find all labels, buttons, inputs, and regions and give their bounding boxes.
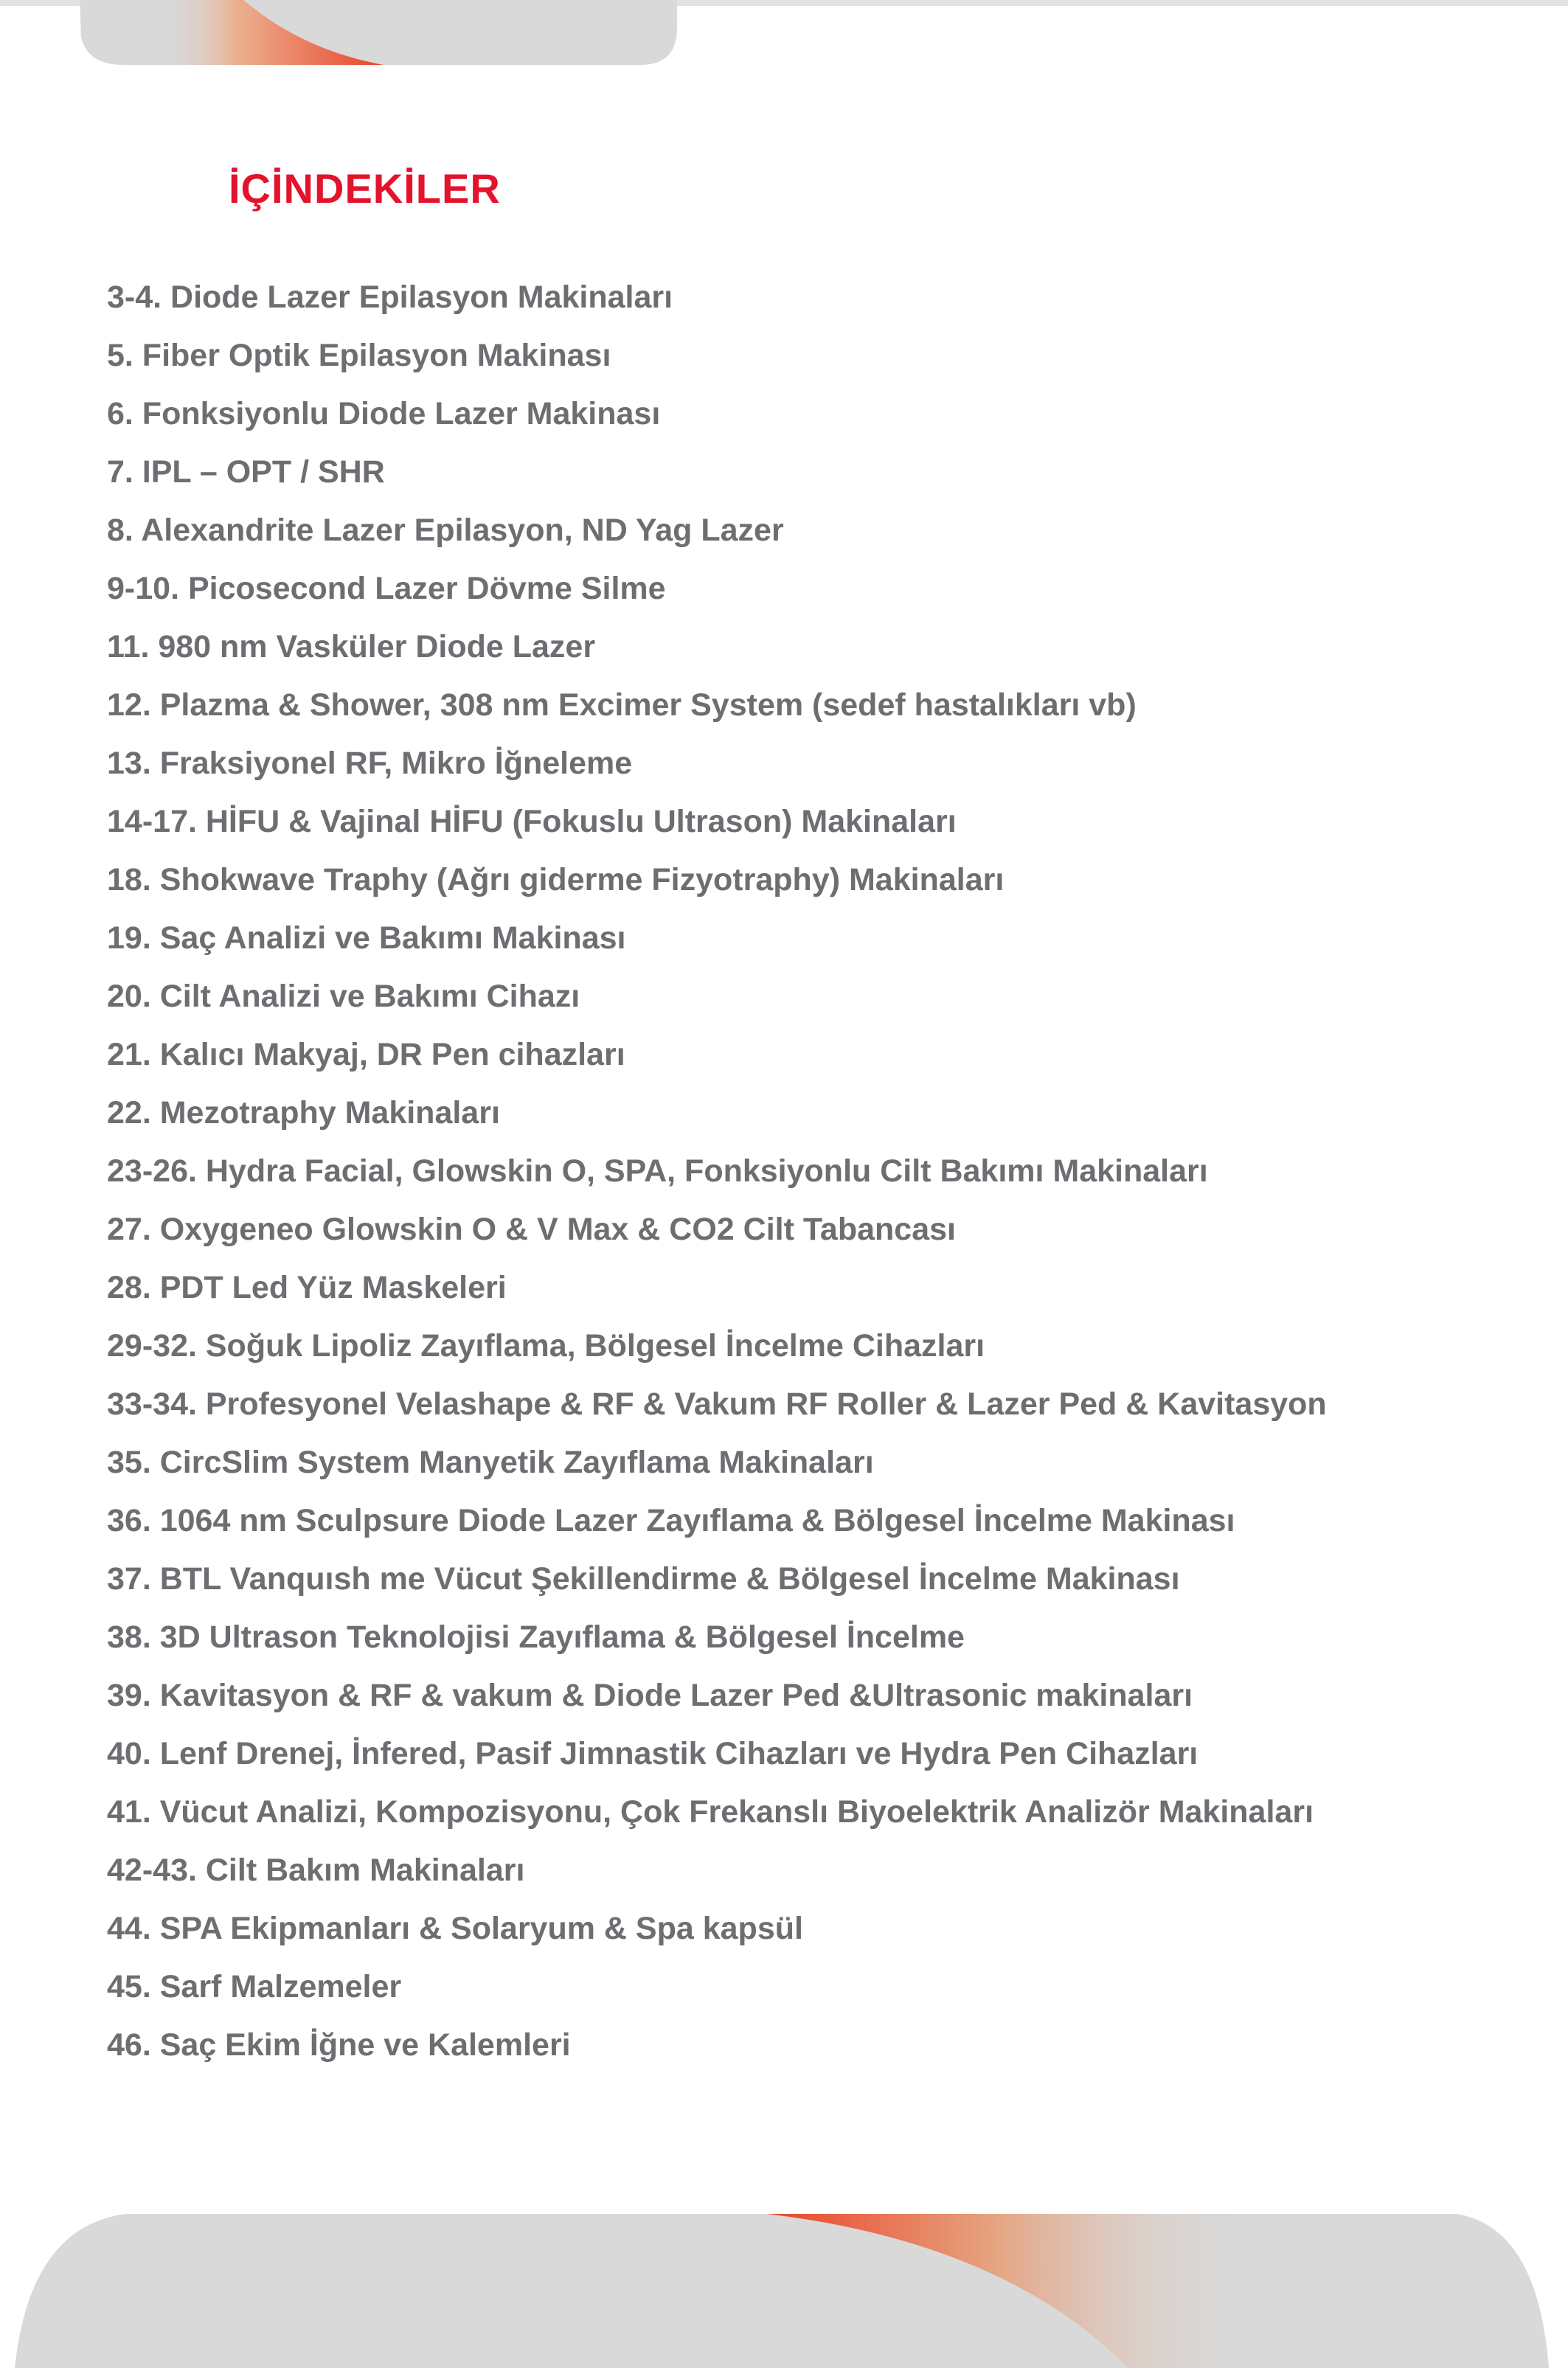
- toc-item: 46. Saç Ekim İğne ve Kalemleri: [107, 2027, 571, 2063]
- toc-item: 45. Sarf Malzemeler: [107, 1969, 402, 2004]
- toc-item: 23-26. Hydra Facial, Glowskin O, SPA, Fonksiyonlu Cilt Bakımı Makinaları: [107, 1153, 1208, 1189]
- toc-item: 9-10. Picosecond Lazer Dövme Silme: [107, 571, 666, 606]
- toc-item: 7. IPL – OPT / SHR: [107, 454, 385, 490]
- toc-item: 42-43. Cilt Bakım Makinaları: [107, 1853, 525, 1888]
- toc-item: 14-17. HİFU & Vajinal HİFU (Fokuslu Ultrason) Makinaları: [107, 804, 957, 839]
- top-decorative-tab: [0, 0, 1568, 74]
- toc-item: 11. 980 nm Vasküler Diode Lazer: [107, 629, 596, 664]
- toc-item: 33-34. Profesyonel Velashape & RF & Vakum RF Roller & Lazer Ped & Kavitasyon: [107, 1386, 1327, 1422]
- toc-item: 44. SPA Ekipmanları & Solaryum & Spa kapsül: [107, 1911, 803, 1946]
- toc-item: 6. Fonksiyonlu Diode Lazer Makinası: [107, 396, 661, 431]
- toc-item: 27. Oxygeneo Glowskin O & V Max & CO2 Cilt Tabancası: [107, 1212, 956, 1247]
- toc-item: 29-32. Soğuk Lipoliz Zayıflama, Bölgesel İncelme Cihazları: [107, 1328, 985, 1364]
- bottom-decorative-panel: [0, 2205, 1568, 2368]
- toc-item: 20. Cilt Analizi ve Bakımı Cihazı: [107, 979, 580, 1014]
- toc-item: 39. Kavitasyon & RF & vakum & Diode Lazer Ped &Ultrasonic makinaları: [107, 1678, 1193, 1713]
- toc-item: 22. Mezotraphy Makinaları: [107, 1095, 500, 1131]
- toc-item: 3-4. Diode Lazer Epilasyon Makinaları: [107, 279, 673, 315]
- toc-item: 36. 1064 nm Sculpsure Diode Lazer Zayıflama & Bölgesel İncelme Makinası: [107, 1503, 1235, 1538]
- toc-item: 13. Fraksiyonel RF, Mikro İğneleme: [107, 746, 633, 781]
- toc-item: 40. Lenf Drenej, İnfered, Pasif Jimnastik Cihazları ve Hydra Pen Cihazları: [107, 1736, 1198, 1771]
- toc-item: 41. Vücut Analizi, Kompozisyonu, Çok Frekanslı Biyoelektrik Analizör Makinaları: [107, 1794, 1314, 1830]
- toc-item: 28. PDT Led Yüz Maskeleri: [107, 1270, 507, 1305]
- toc-item: 12. Plazma & Shower, 308 nm Excimer System (sedef hastalıkları vb): [107, 687, 1137, 723]
- toc-item: 37. BTL Vanquısh me Vücut Şekillendirme & Bölgesel İncelme Makinası: [107, 1561, 1180, 1597]
- toc-item: 8. Alexandrite Lazer Epilasyon, ND Yag Lazer: [107, 513, 784, 548]
- toc-item: 38. 3D Ultrason Teknolojisi Zayıflama & Bölgesel İncelme: [107, 1619, 965, 1655]
- toc-item: 18. Shokwave Traphy (Ağrı giderme Fizyotraphy) Makinaları: [107, 862, 1005, 897]
- toc-item: 21. Kalıcı Makyaj, DR Pen cihazları: [107, 1037, 625, 1072]
- toc-item: 19. Saç Analizi ve Bakımı Makinası: [107, 920, 626, 956]
- page-title: İÇİNDEKİLER: [229, 165, 501, 212]
- toc-item: 5. Fiber Optik Epilasyon Makinası: [107, 338, 611, 373]
- table-of-contents: [107, 277, 1327, 2083]
- toc-item: 35. CircSlim System Manyetik Zayıflama Makinaları: [107, 1445, 874, 1480]
